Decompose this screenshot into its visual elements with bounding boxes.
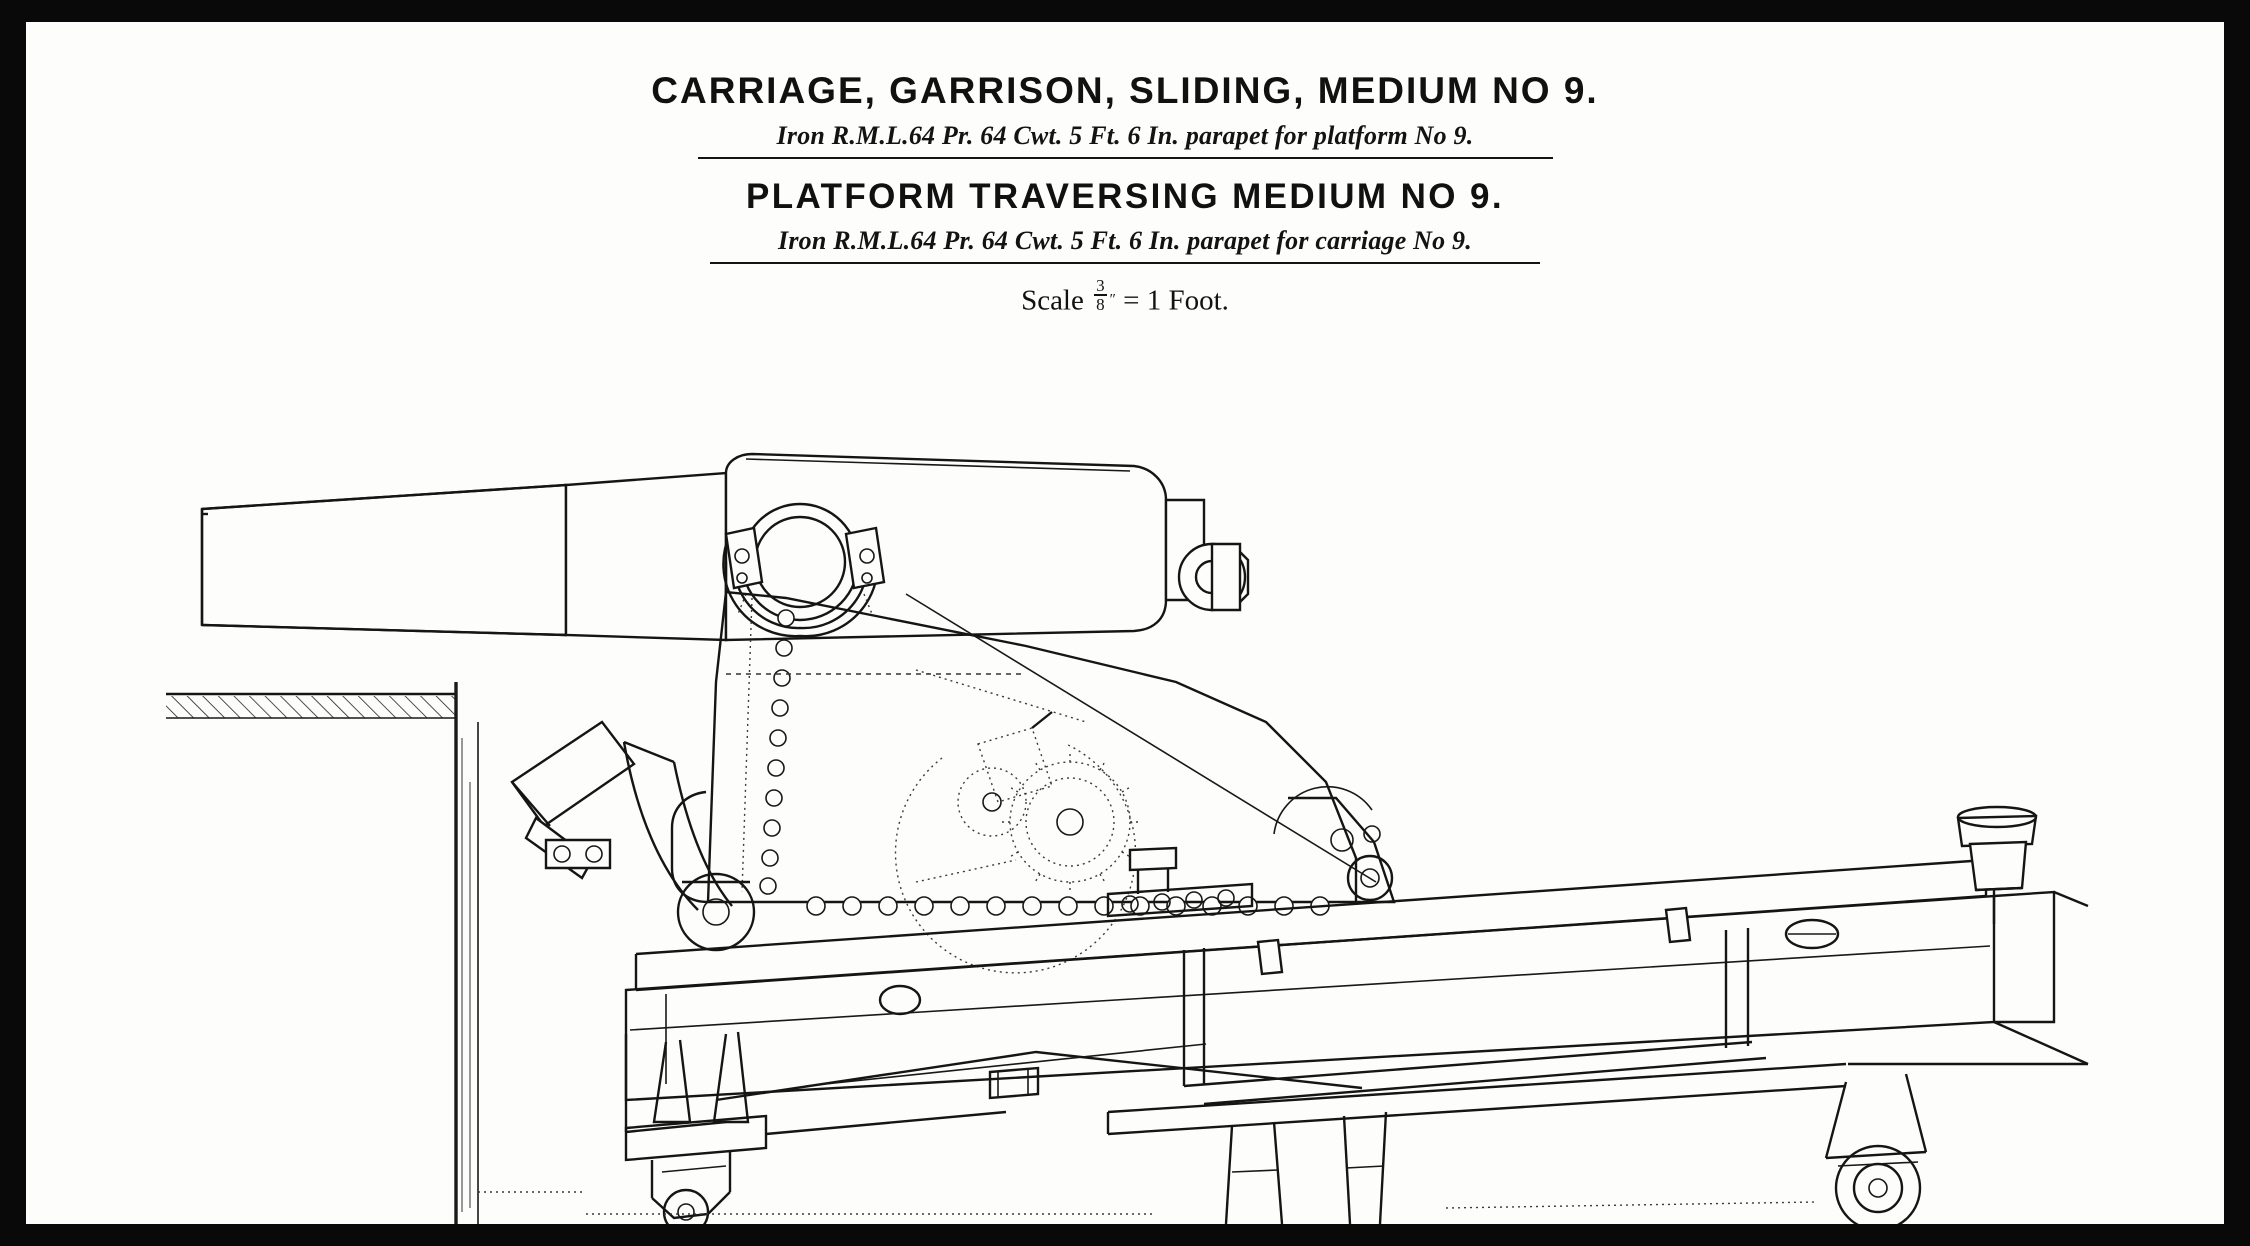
parapet-section	[166, 682, 586, 1224]
rear-roller-truck	[1826, 1074, 1926, 1224]
scale-label: Scale	[1021, 284, 1084, 317]
centre-supports	[1226, 1112, 1386, 1224]
page-subtitle-heading: PLATFORM TRAVERSING MEDIUM NO 9.	[745, 177, 1504, 216]
front-truck	[678, 874, 754, 950]
scale-denominator: 8	[1096, 295, 1105, 315]
scale-numerator: 3	[1096, 276, 1105, 295]
scale-inch-mark: ″	[1109, 291, 1116, 308]
plate-sheet	[26, 22, 2224, 1224]
ground-reference-line	[586, 1202, 1816, 1214]
traversing-platform	[626, 848, 1994, 1134]
page-title: CARRIAGE, GARRISON, SLIDING, MEDIUM NO 9.	[651, 70, 1599, 111]
rear-bollard	[1848, 807, 2088, 1064]
front-standards	[626, 1032, 1038, 1160]
drawing-canvas	[26, 22, 2224, 1224]
subtitle-platform: Iron R.M.L.64 Pr. 64 Cwt. 5 Ft. 6 In. parapet for platform No 9.	[776, 121, 1474, 150]
front-roller-truck	[652, 1152, 730, 1224]
subtitle-carriage: Iron R.M.L.64 Pr. 64 Cwt. 5 Ft. 6 In. parapet for carriage No 9.	[778, 226, 1472, 255]
technical-drawing	[26, 22, 2224, 1224]
scale-equation: = 1 Foot.	[1123, 284, 1229, 317]
